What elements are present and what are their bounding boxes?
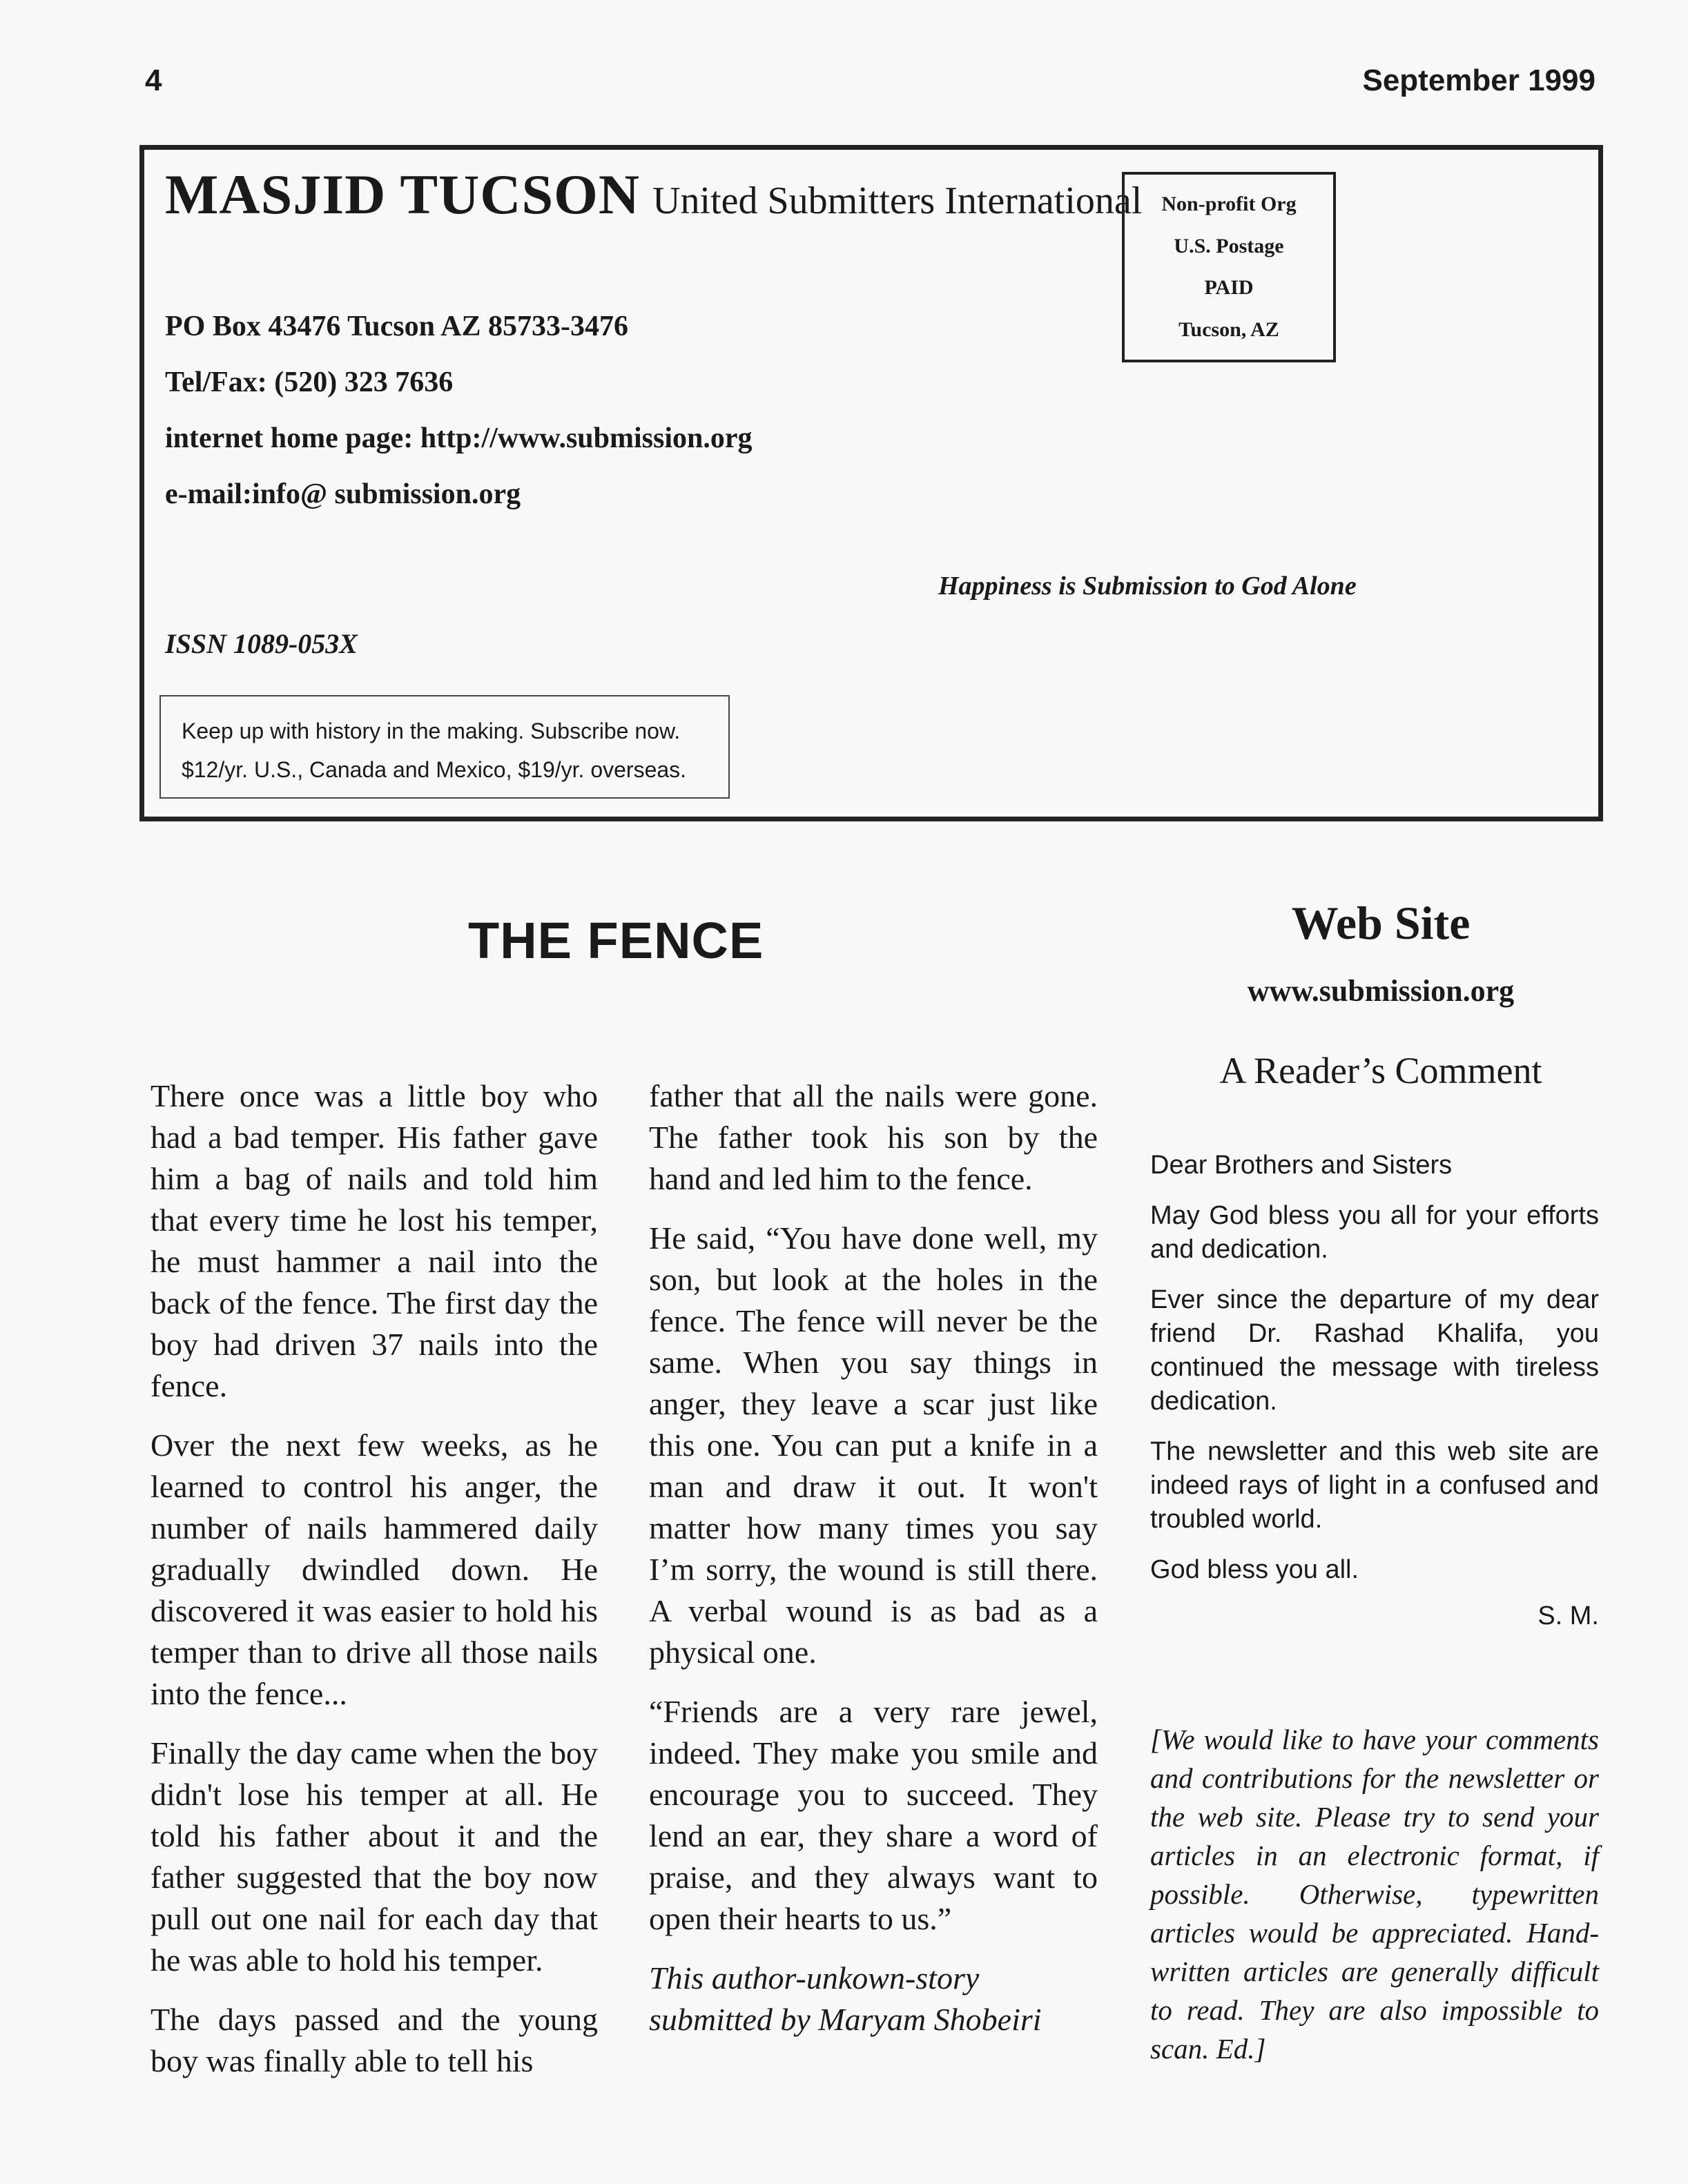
comment-paragraph: Dear Brothers and Sisters <box>1150 1151 1453 1180</box>
article-paragraph: Finally the day came when the boy didn't lose his temper at all. He told his father about it and the father suggested that the boy now pull out one nail for each day that he was able to hold his temper. <box>151 1735 598 1978</box>
comment-paragraph: The newsletter and this web site are indeed rays of light in a confused and troubled world. <box>1150 1437 1599 1534</box>
postage-line: U.S. Postage <box>1174 234 1284 257</box>
reader-comment <box>1150 1149 1599 1633</box>
org-heading <box>165 162 1142 227</box>
article-paragraph: “Friends are a very rare jewel, indeed. They make you smile and encourage you to succeed. They lend an ear, they share a word of praise, and they always want to open their hearts to us.” <box>649 1694 1098 1936</box>
article-title: THE FENCE <box>468 912 764 969</box>
comment-heading: A Reader’s Comment <box>1219 1050 1542 1091</box>
postage-line: Tucson, AZ <box>1178 318 1279 341</box>
editor-note: [We would like to have your comments and contributions for the newsletter or the web site. Please try to send your articles in an electronic format, if possible. Otherwise, typewritten articles would be appreciated. Hand-written articles are generally difficult to read. They are also impossible to scan. Ed.] <box>1150 1724 1599 2065</box>
article-credit: This author-unkown-story submitted by Maryam Shobeiri <box>649 1960 1042 2037</box>
mailing-label-box <box>139 145 1603 821</box>
article-paragraph: The days passed and the young boy was finally able to tell his <box>151 2002 598 2078</box>
issue-date: September 1999 <box>1362 64 1595 97</box>
article-paragraph: He said, “You have done well, my son, but look at the holes in the fence. The fence will never be the same. When you say things in anger, they leave a scar just like this one. You can put a knife in a man and draw it out. It won't matter how many times you say I’m sorry, the wound is still there. A verbal wound is as bad as a physical one. <box>649 1220 1098 1670</box>
subscription-box <box>159 695 730 799</box>
contact-info <box>165 299 753 523</box>
org-subtitle: United Submitters International <box>652 179 1143 222</box>
tagline: Happiness is Submission to God Alone <box>938 572 1357 601</box>
subscribe-prices: $12/yr. U.S., Canada and Mexico, $19/yr. overseas. <box>182 757 687 782</box>
page-number: 4 <box>145 64 162 97</box>
comment-signature: S. M. <box>1537 1601 1599 1630</box>
article-paragraph: Over the next few weeks, as he learned to control his anger, the number of nails hammered daily gradually dwindled down. He discovered it was easier to hold his temper than to drive all those nails into the fence... <box>151 1427 598 1711</box>
phone-fax: Tel/Fax: (520) 323 7636 <box>165 367 454 398</box>
postage-line: Non-profit Org <box>1161 193 1297 216</box>
postal-address: PO Box 43476 Tucson AZ 85733-3476 <box>165 311 628 342</box>
article-paragraph: There once was a little boy who had a bad temper. His father gave him a bag of nails and told him that every time he lost his temper, he must hammer a nail into the back of the fence. The first day the boy had driven 37 nails into the fence. <box>151 1078 598 1403</box>
website-link[interactable]: www.submission.org <box>1247 974 1515 1008</box>
postage-line: PAID <box>1204 276 1254 300</box>
subscribe-text: Keep up with history in the making. Subscribe now. <box>182 719 681 743</box>
sidebar-title: Web Site <box>1291 897 1471 949</box>
issn: ISSN 1089-053X <box>165 628 358 659</box>
org-name: MASJID TUCSON <box>165 163 641 226</box>
comment-paragraph: Ever since the departure of my dear friend Dr. Rashad Khalifa, you continued the message with tireless dedication. <box>1150 1285 1599 1416</box>
email-link[interactable]: e-mail:info@ submission.org <box>165 478 521 510</box>
article-column-1 <box>151 1075 598 2100</box>
postage-indicia <box>1122 172 1336 362</box>
comment-paragraph: God bless you all. <box>1150 1555 1359 1584</box>
article-paragraph: father that all the nails were gone. The father took his son by the hand and led him to the fence. <box>649 1078 1098 1196</box>
comment-paragraph: May God bless you all for your efforts and dedication. <box>1150 1201 1599 1264</box>
article-column-2 <box>649 1075 1098 2058</box>
homepage-link[interactable]: internet home page: http://www.submission.org <box>165 422 753 454</box>
